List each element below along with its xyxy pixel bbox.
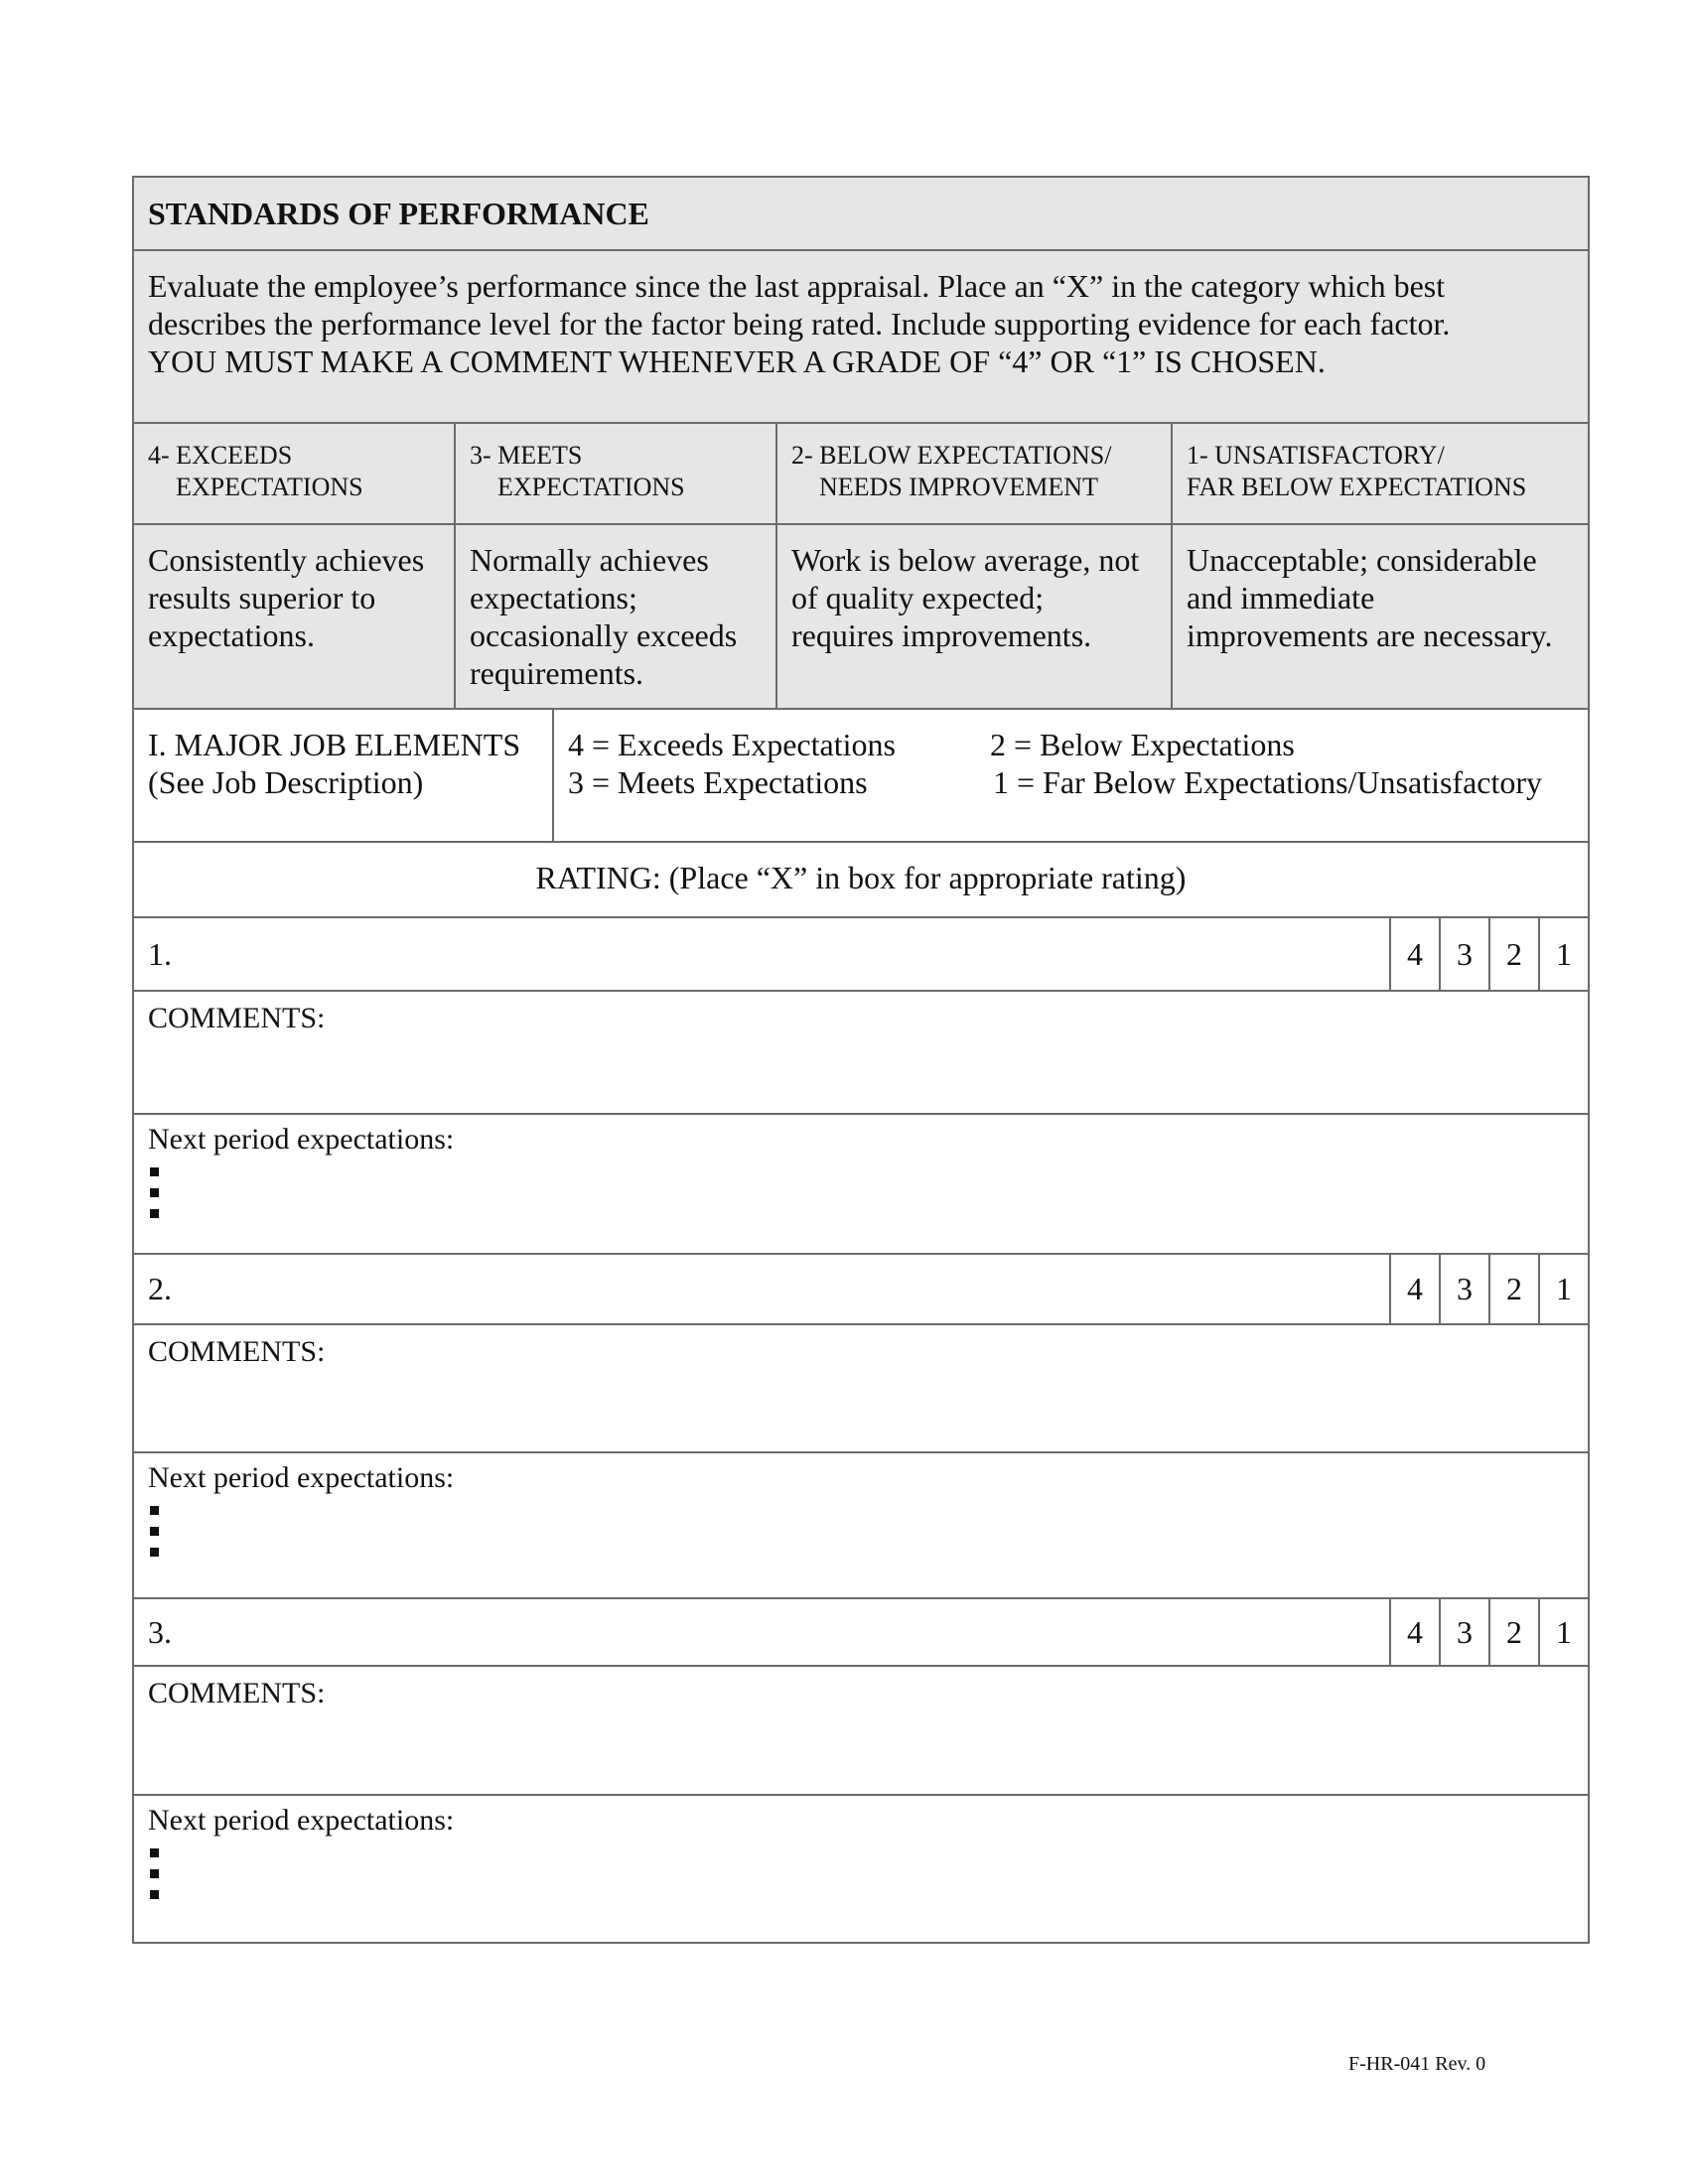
next-period-label: Next period expectations: xyxy=(148,1461,455,1494)
performance-form xyxy=(132,176,1590,1944)
bullet-icon xyxy=(150,1869,159,1878)
job-element-number: 3. xyxy=(148,1613,172,1650)
rating-box-3[interactable]: 3 xyxy=(1439,1255,1488,1323)
job-element-number: 2. xyxy=(148,1271,172,1306)
comments-field[interactable] xyxy=(132,1325,1590,1453)
legend-item: 3 = Meets Expectations xyxy=(568,764,868,800)
comments-label: COMMENTS: xyxy=(148,1677,326,1709)
performance-levels-header xyxy=(132,424,1590,525)
level-2-header: 2- BELOW EXPECTATIONS/ NEEDS IMPROVEMENT xyxy=(777,424,1173,523)
level-2-description: Work is below average, not of quality expected; requires improvements. xyxy=(777,525,1173,708)
comments-label: COMMENTS: xyxy=(148,1335,326,1368)
rating-legend xyxy=(554,710,1588,841)
next-period-label: Next period expectations: xyxy=(148,1123,455,1156)
rating-box-4[interactable]: 4 xyxy=(1389,1255,1439,1323)
instruction-line: YOU MUST MAKE A COMMENT WHENEVER A GRADE OF “4” OR “1” IS CHOSEN. xyxy=(148,343,1326,379)
rating-box-4[interactable]: 4 xyxy=(1389,918,1439,990)
bullet-icon xyxy=(150,1188,159,1197)
level-1-description: Unacceptable; considerable and immediate improvements are necessary. xyxy=(1187,542,1553,653)
legend-item: 1 = Far Below Expectations/Unsatisfactory xyxy=(993,764,1543,800)
form-code: F-HR-041 Rev. 0 xyxy=(1348,2053,1486,2075)
legend-item: 4 = Exceeds Expectations xyxy=(568,727,896,762)
comments-label: COMMENTS: xyxy=(148,1002,326,1034)
bullet-icon xyxy=(150,1506,159,1515)
rating-box-3[interactable]: 3 xyxy=(1439,918,1488,990)
rating-box-3[interactable]: 3 xyxy=(1439,1599,1488,1665)
bullet-icon xyxy=(150,1548,159,1557)
rating-box-2[interactable]: 2 xyxy=(1488,1599,1538,1665)
bullet-icon xyxy=(150,1209,159,1218)
rating-box-1[interactable]: 1 xyxy=(1538,1255,1588,1323)
next-period-label: Next period expectations: xyxy=(148,1804,455,1837)
level-4-description: Consistently achieves results superior to expectations. xyxy=(134,525,456,708)
comments-field[interactable] xyxy=(132,1667,1590,1796)
bullet-icon xyxy=(150,1890,159,1899)
job-element-row xyxy=(132,1255,1590,1325)
job-element-row xyxy=(132,1599,1590,1667)
level-3-header: 3- MEETS EXPECTATIONS xyxy=(456,424,777,523)
instruction-line: Evaluate the employee’s performance since the last appraisal. Place an “X” in the category which best xyxy=(148,268,1446,304)
instructions xyxy=(132,251,1590,424)
rating-instruction: RATING: (Place “X” in box for appropriate rating) xyxy=(132,843,1590,918)
legend-item: 2 = Below Expectations xyxy=(990,727,1295,762)
level-1-header: 1- UNSATISFACTORY/ FAR BELOW EXPECTATIONS xyxy=(1187,441,1527,501)
performance-levels-descriptions xyxy=(132,525,1590,710)
bullet-icon xyxy=(150,1848,159,1857)
next-period-expectations-field[interactable] xyxy=(132,1453,1590,1599)
rating-box-1[interactable]: 1 xyxy=(1538,918,1588,990)
next-period-expectations-field[interactable] xyxy=(132,1796,1590,1944)
bullet-icon xyxy=(150,1167,159,1176)
rating-box-2[interactable]: 2 xyxy=(1488,918,1538,990)
level-3-description: Normally achieves expectations; occasionally exceeds requirements. xyxy=(456,525,777,708)
rating-box-2[interactable]: 2 xyxy=(1488,1255,1538,1323)
job-element-number: 1. xyxy=(148,935,172,972)
major-job-elements-title: I. MAJOR JOB ELEMENTS (See Job Description) xyxy=(134,710,554,841)
comments-field[interactable] xyxy=(132,992,1590,1115)
next-period-expectations-field[interactable] xyxy=(132,1115,1590,1255)
form-title: STANDARDS OF PERFORMANCE xyxy=(132,176,1590,251)
instruction-line: describes the performance level for the factor being rated. Include supporting evidence for each factor. xyxy=(148,306,1451,341)
rating-box-4[interactable]: 4 xyxy=(1389,1599,1439,1665)
rating-box-1[interactable]: 1 xyxy=(1538,1599,1588,1665)
job-element-row xyxy=(132,918,1590,992)
bullet-icon xyxy=(150,1527,159,1536)
level-4-header: 4- EXCEEDS EXPECTATIONS xyxy=(134,424,456,523)
major-job-elements-header xyxy=(132,710,1590,843)
